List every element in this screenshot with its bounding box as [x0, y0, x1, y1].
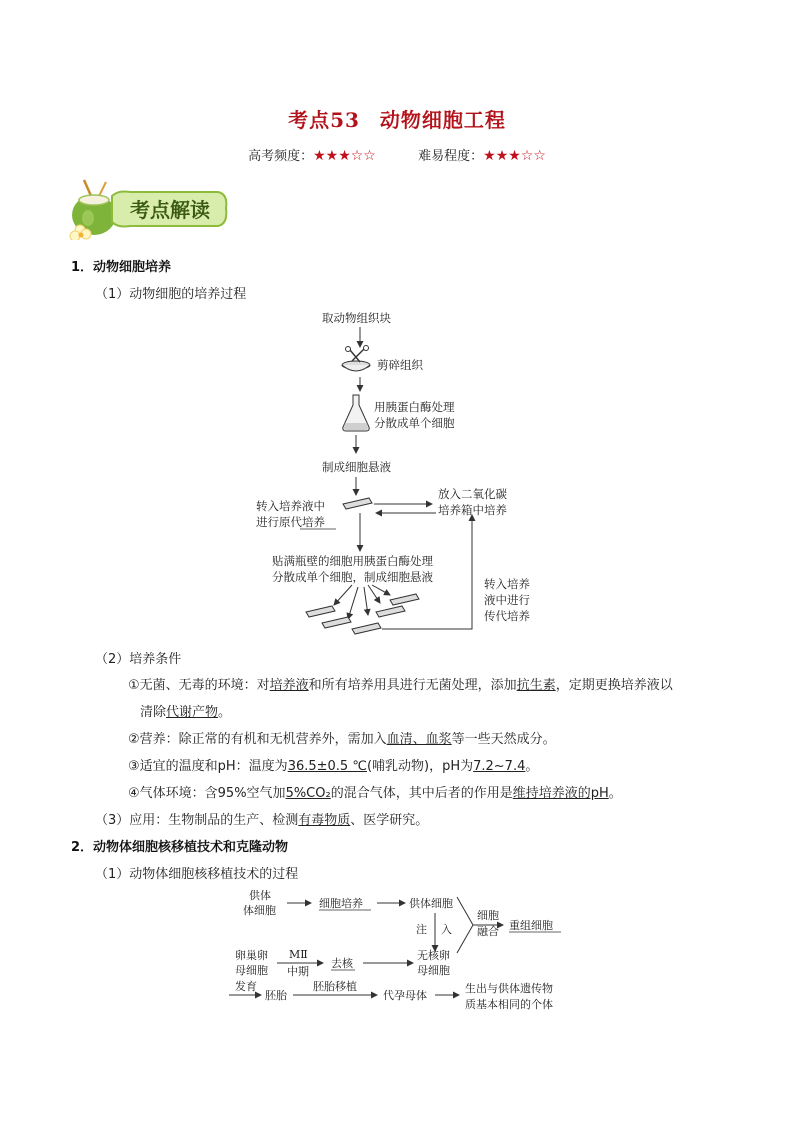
nuclear-transfer-diagram: [225, 885, 585, 1020]
c3-term-temp: 36.5±0.5 ℃: [287, 759, 367, 774]
title-text: 动物细胞工程: [379, 108, 506, 132]
c2-post: 等一些天然成分。: [451, 732, 556, 747]
condition-1-cont: [140, 701, 231, 720]
oocyte-a: 卵巢卵: [235, 949, 268, 962]
flask-icon: [343, 395, 369, 431]
step-suspension: 制成细胞悬液: [322, 460, 391, 474]
badge-text: 考点解读: [130, 198, 210, 222]
c4-post: 。: [608, 786, 622, 801]
section1-sub1: （1）动物细胞的培养过程: [95, 287, 247, 302]
c3-term-ph: 7.2~7.4: [473, 759, 526, 774]
dish-scissors-icon: [342, 346, 370, 372]
incubator-b: 培养箱中培养: [438, 503, 507, 517]
donor-b: 体细胞: [243, 904, 276, 917]
recombined-cell: 重组细胞: [509, 919, 553, 932]
c4-term-ph: 维持培养液的pH: [512, 786, 609, 801]
culture-bottle-icon: [343, 498, 372, 509]
condition-2: [128, 728, 556, 747]
enuc-oocyte-a: 无核卵: [417, 949, 450, 962]
culture-bottles-icon: [306, 594, 419, 634]
section1-heading: 1．动物细胞培养: [71, 260, 172, 275]
step-subculture-b: 分散成单个细胞，制成细胞悬液: [272, 570, 433, 584]
step-trypsin-b: 分散成单个细胞: [374, 416, 455, 430]
c2-term-serum: 血清、血浆: [386, 732, 452, 747]
step-trypsin-a: 用胰蛋白酶处理: [374, 400, 455, 414]
birth-b: 质基本相同的个体: [465, 998, 553, 1011]
oocyte-b: 母细胞: [235, 964, 268, 977]
sub3-pre: （3）应用：生物制品的生产、检测: [95, 813, 299, 828]
c3-mid: (哺乳动物)，pH为: [366, 759, 474, 774]
section2-sub1: （1）动物体细胞核移植技术的过程: [95, 867, 299, 882]
condition-1: [128, 674, 673, 693]
c1-mid: 和所有培养用具进行无菌处理，添加: [308, 678, 517, 693]
c4-mid: 的混合气体，其中后者的作用是: [330, 786, 513, 801]
c1-term-antibiotic: 抗生素: [516, 678, 556, 693]
c1-post: ，定期更换培养液以: [555, 678, 673, 693]
sub3-term-toxic: 有毒物质: [298, 813, 351, 828]
embryo: 胚胎: [265, 989, 287, 1002]
side-label-c: 传代培养: [484, 609, 530, 623]
difficulty-label: 难易程度：: [418, 149, 484, 164]
enuc-oocyte-b: 母细胞: [417, 964, 450, 977]
section1-sub3: [95, 809, 428, 828]
frequency-stars: ★★★☆☆: [313, 148, 376, 164]
step-subculture-a: 贴满瓶壁的细胞用胰蛋白酶处理: [272, 554, 433, 568]
enucleate-step: 去核: [331, 957, 353, 970]
difficulty-stars: ★★★☆☆: [483, 148, 546, 164]
sub3-post: 、医学研究。: [350, 813, 429, 828]
c1b-pre: 清除: [140, 705, 167, 720]
mii-a: MⅡ: [289, 948, 308, 961]
c4-pre: ④气体环境：含95%空气加: [128, 786, 286, 801]
c3-post: 。: [525, 759, 539, 774]
donor-a: 供体: [249, 889, 271, 902]
donor-cell: 供体细胞: [409, 897, 453, 910]
inject-a: 注: [416, 923, 427, 936]
section-badge: [62, 178, 232, 240]
c4-term-co2: 5%CO₂: [285, 786, 331, 801]
step-primary-b: 进行原代培养: [256, 515, 325, 529]
c1-term-medium: 培养液: [269, 678, 309, 693]
step-primary-a: 转入培养液中: [256, 499, 325, 513]
cell-culture-step: 细胞培养: [319, 897, 363, 910]
condition-3: [128, 755, 538, 774]
surrogate: 代孕母体: [383, 989, 427, 1002]
page-title: [0, 104, 794, 133]
rating-line: [0, 145, 794, 164]
develop-label: 发育: [235, 980, 257, 993]
section1-sub2: （2）培养条件: [95, 652, 182, 667]
c2-pre: ②营养：除正常的有机和无机营养外，需加入: [128, 732, 387, 747]
step-mince: 剪碎组织: [377, 358, 423, 372]
mii-b: 中期: [287, 965, 309, 978]
fusion-b: 融合: [477, 925, 499, 938]
c1b-post: 。: [218, 705, 232, 720]
section2-heading: 2．动物体细胞核移植技术和克隆动物: [71, 840, 289, 855]
c3-pre: ③适宜的温度和pH：温度为: [128, 759, 288, 774]
transfer-label: 胚胎移植: [313, 980, 357, 993]
inject-b: 入: [441, 923, 452, 936]
title-code: 考点53: [288, 108, 360, 132]
cell-culture-diagram: [240, 305, 570, 640]
c1-pre: ①无菌、无毒的环境：对: [128, 678, 270, 693]
birth-a: 生出与供体遗传物: [465, 982, 553, 995]
condition-4: [128, 782, 622, 801]
frequency-label: 高考频度：: [248, 149, 314, 164]
side-label-b: 液中进行: [484, 593, 530, 607]
fusion-a: 细胞: [477, 909, 499, 922]
side-label-a: 转入培养: [484, 577, 530, 591]
c1b-term-metabolites: 代谢产物: [166, 705, 219, 720]
incubator-a: 放入二氧化碳: [438, 487, 507, 501]
step-tissue: 取动物组织块: [322, 311, 391, 325]
